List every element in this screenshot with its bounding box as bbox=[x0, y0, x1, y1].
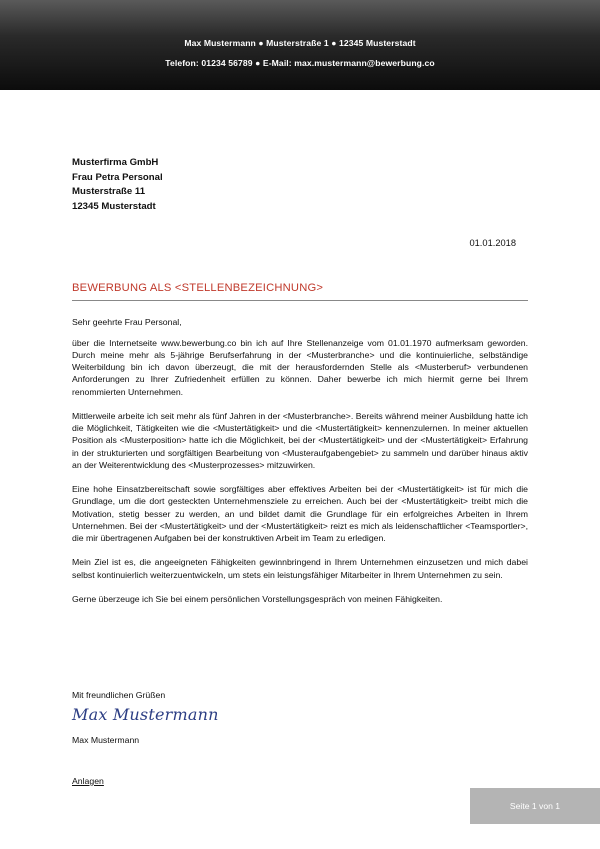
body-paragraph: Eine hohe Einsatzbereitschaft sowie sorgfältiges aber effektives Arbeiten bei der <Mustertätigkeit> ist für mich die Grundlage, um die dort gesteckten Unternehmensziele zu erreichen. Auch bei der <Mustertätigkeit> treibt mich die Motivation, stetig besser zu werden, an und bildet damit die Grundlage für ein erfolgreiches Arbeiten in Ihrem Unternehmen. Bei der <Mustertätigkeit> und der <Mustertätigkeit> reizt es mich als leidenschaftlicher <Teamsportler>, die mir übertragenen Aufgaben bei der konstruktiven Arbeit im Team zu erledigen. bbox=[72, 484, 528, 543]
subject-line: BEWERBUNG ALS <STELLENBEZEICHNUNG> bbox=[72, 282, 324, 294]
recipient-address bbox=[72, 156, 163, 214]
body-paragraph: Gerne überzeuge ich Sie bei einem persönlichen Vorstellungsgespräch von meinen Fähigkeiten. bbox=[72, 593, 443, 604]
page-indicator bbox=[470, 788, 600, 824]
handwritten-signature: Max Mustermann bbox=[72, 705, 219, 724]
closing-phrase: Mit freundlichen Grüßen bbox=[72, 690, 166, 700]
sender-address: Max Mustermann ● Musterstraße 1 ● 12345 Musterstadt bbox=[184, 38, 416, 48]
body-paragraph: Mittlerweile arbeite ich seit mehr als fünf Jahren in der <Musterbranche>. Bereits während meiner Ausbildung hatte ich die Möglichkeit, Tätigkeiten wie die <Mustertätigkeit> und die <Mustertätigkeit> kennenzulernen. In meiner aktuellen Position als <Musterposition> hatte ich die Möglichkeit, bei der <Mustertätigkeit> und der <Mustertätigkeit> Erfahrung in der strukturierten und sorgfältigen Bearbeitung von <Musteraufgabengebiet> zu sammeln und darüber hinaus aktiv an der Weiterentwicklung des <Musterprozesses> mitzuwirken. bbox=[72, 410, 528, 470]
recipient-person: Frau Petra Personal bbox=[72, 171, 163, 183]
recipient-company: Musterfirma GmbH bbox=[72, 157, 159, 168]
letterhead bbox=[0, 0, 600, 90]
letter-date: 01.01.2018 bbox=[469, 238, 516, 248]
subject-divider bbox=[72, 300, 528, 301]
page-indicator-text: Seite 1 von 1 bbox=[509, 801, 561, 811]
salutation: Sehr geehrte Frau Personal, bbox=[72, 317, 182, 327]
recipient-city: 12345 Musterstadt bbox=[72, 200, 156, 212]
attachments-label: Anlagen bbox=[72, 776, 104, 786]
body-paragraph: über die Internetseite www.bewerbung.co bin ich auf Ihre Stellenanzeige vom 01.01.1970 aufmerksam geworden. Durch meine mehr als 5-jährige Berufserfahrung in der <Musterbranche> und die kontinuierliche, selbständige Weiterbildung bin ich davon überzeugt, die mit der herausfordernden Stelle als <Musterberuf> verbundenen Anforderungen zu Ihrer Zufriedenheit erfüllen zu können. Daher bewerbe ich mich hiermit gerne bei Ihrem renommierten Unternehmen. bbox=[72, 337, 528, 397]
letter-body bbox=[72, 316, 528, 617]
sender-contact: Telefon: 01234 56789 ● E-Mail: max.mustermann@bewerbung.co bbox=[165, 58, 435, 68]
body-paragraph: Mein Ziel ist es, die angeeigneten Fähigkeiten gewinnbringend in Ihrem Unternehmen einzusetzen und mich dabei selbst kontinuierlich weiterzuentwickeln, um stets ein leistungsfähiger Mitarbeiter in Ihrem Unternehmen zu sein. bbox=[72, 557, 528, 580]
signer-name: Max Mustermann bbox=[72, 735, 140, 745]
recipient-street: Musterstraße 11 bbox=[72, 186, 146, 197]
